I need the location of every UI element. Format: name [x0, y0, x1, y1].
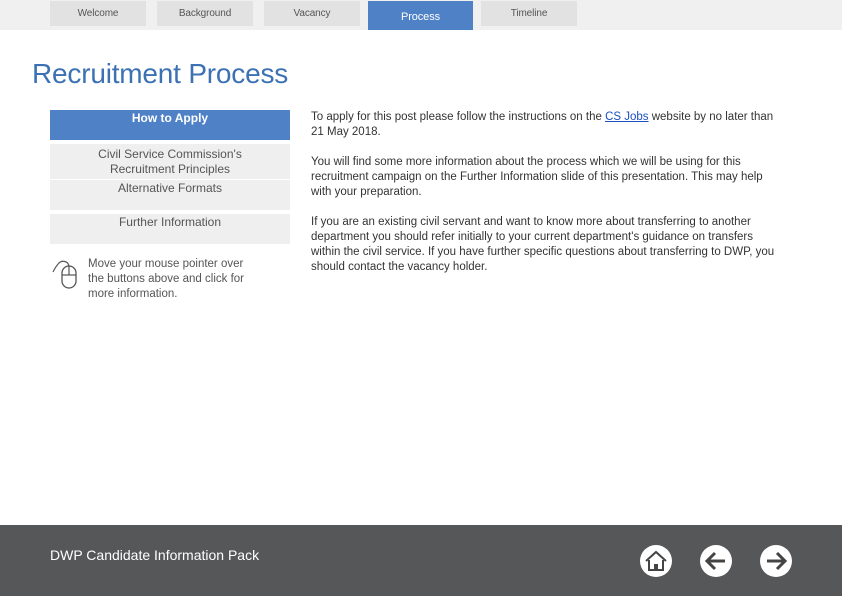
process-paragraph: You will find some more information about the process which we will be using for this recruitment campaign on the Further Information slide of this presentation. This may help with your preparation. — [311, 156, 763, 198]
tab-welcome[interactable]: Welcome — [50, 1, 146, 26]
hint-text: Move your mouse pointer over the buttons above and click for more information. — [88, 258, 244, 300]
tab-timeline[interactable]: Timeline — [481, 1, 577, 26]
top-nav-bar — [0, 0, 842, 30]
further-information-label: Further Information — [118, 215, 222, 229]
how-to-apply-button[interactable] — [50, 110, 290, 140]
page-title: Recruitment Process — [32, 58, 289, 89]
arrow-right-icon[interactable] — [759, 544, 793, 578]
footer-title: DWP Candidate Information Pack — [50, 547, 260, 563]
mouse-icon — [52, 258, 80, 290]
apply-paragraph — [311, 110, 781, 140]
civil-service-principles-button[interactable] — [50, 144, 290, 179]
civil-service-line2: Recruitment Principles — [109, 162, 231, 176]
tab-process[interactable]: Process — [368, 1, 473, 30]
further-information-button[interactable] — [50, 214, 290, 244]
alternative-formats-label: Alternative Formats — [117, 181, 223, 195]
footer-bar — [0, 525, 842, 596]
tab-vacancy[interactable]: Vacancy — [264, 1, 360, 26]
civil-service-line1: Civil Service Commission's — [98, 147, 242, 161]
transfer-paragraph: If you are an existing civil servant and want to know more about transferring to another department you should refer initially to your current department's guidance on transfers within the civil service. If you have further specific questions about transferring to DWP, you should contact the vacancy holder. — [311, 216, 775, 273]
cs-jobs-link[interactable]: CS Jobs — [605, 111, 649, 123]
arrow-left-icon[interactable] — [699, 544, 733, 578]
apply-text-start: To apply for this post please follow the instructions on the — [311, 111, 606, 123]
tab-background[interactable]: Background — [157, 1, 253, 26]
how-to-apply-label: How to Apply — [131, 111, 209, 125]
apply-text-end: website by no later than 21 May 2018. — [311, 111, 774, 138]
alternative-formats-button[interactable] — [50, 180, 290, 210]
home-icon[interactable] — [639, 544, 673, 578]
